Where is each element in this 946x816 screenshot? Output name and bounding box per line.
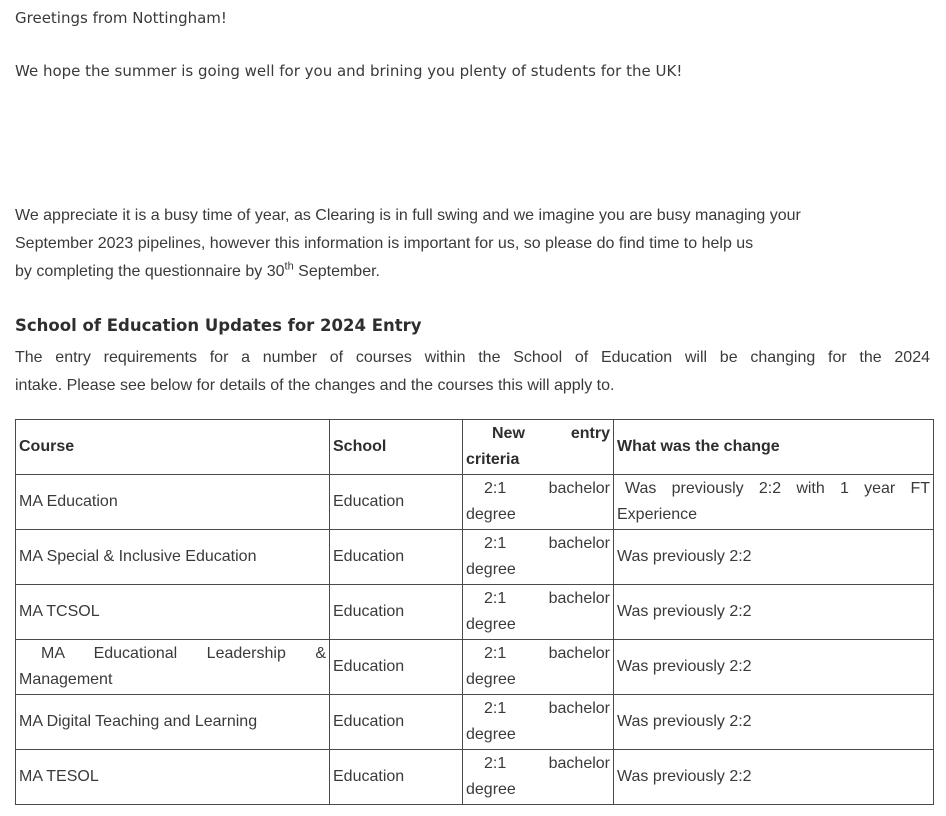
table-row [16, 475, 934, 530]
busy-paragraph [15, 202, 930, 286]
course-name: MA Special & Inclusive Education [19, 548, 257, 565]
criteria-line-2: degree [466, 616, 516, 633]
change-line-1: Was previously 2:2 [617, 768, 752, 785]
school-name: Education [333, 768, 405, 785]
column-header-change-label: What was the change [617, 438, 780, 455]
greeting-text: Greetings from Nottingham! [15, 9, 227, 27]
school-name: Education [333, 658, 405, 675]
change-line-1: Was previously 2:2 [617, 658, 752, 675]
criteria-line-1: 2:1 bachelor [484, 700, 610, 717]
column-header-course [16, 420, 330, 475]
course-name-line-1: MA Educational Leadership & [41, 645, 326, 662]
change-cell [614, 750, 934, 805]
criteria-cell [463, 640, 614, 695]
school-cell [330, 530, 463, 585]
column-header-school-label: School [333, 438, 387, 455]
column-header-change [614, 420, 934, 475]
course-cell [16, 475, 330, 530]
section-body [15, 344, 930, 400]
change-line-1: Was previously 2:2 with 1 year FT [625, 480, 930, 497]
criteria-line-1: 2:1 bachelor [484, 480, 610, 497]
column-header-criteria-line-1: New entry [492, 425, 610, 442]
summer-line: We hope the summer is going well for you and brining you plenty of students for the UK! [15, 62, 683, 80]
column-header-criteria-line-2: criteria [466, 451, 520, 468]
busy-paragraph-line-2: September 2023 pipelines, however this information is important for us, so please do find time to help us [15, 235, 754, 252]
deadline-text: by completing the questionnaire by 30 [15, 263, 285, 280]
criteria-line-2: degree [466, 506, 516, 523]
change-line-1: Was previously 2:2 [617, 713, 752, 730]
criteria-line-1: 2:1 bachelor [484, 755, 610, 772]
course-changes-table [15, 419, 934, 805]
deadline-line [15, 258, 930, 286]
deadline-month: September. [293, 263, 380, 280]
course-cell [16, 695, 330, 750]
school-name: Education [333, 548, 405, 565]
blank-space [15, 80, 930, 202]
section-body-line-2: intake. Please see below for details of the changes and the courses this will apply to. [15, 377, 615, 394]
criteria-cell [463, 750, 614, 805]
criteria-line-1: 2:1 bachelor [484, 590, 610, 607]
change-cell [614, 475, 934, 530]
course-name-line-2: Management [19, 671, 113, 688]
school-name: Education [333, 713, 405, 730]
criteria-line-2: degree [466, 561, 516, 578]
change-cell [614, 585, 934, 640]
criteria-line-1: 2:1 bachelor [484, 645, 610, 662]
course-name: MA TESOL [19, 768, 99, 785]
school-cell [330, 475, 463, 530]
column-header-criteria [463, 420, 614, 475]
table-header-row [16, 420, 934, 475]
table-row [16, 585, 934, 640]
course-cell [16, 585, 330, 640]
criteria-cell [463, 530, 614, 585]
criteria-line-1: 2:1 bachelor [484, 535, 610, 552]
school-cell [330, 640, 463, 695]
school-cell [330, 695, 463, 750]
change-cell [614, 695, 934, 750]
course-cell [16, 640, 330, 695]
table-row [16, 750, 934, 805]
table-row [16, 530, 934, 585]
course-cell [16, 530, 330, 585]
course-name: MA Digital Teaching and Learning [19, 713, 258, 730]
course-name: MA TCSOL [19, 603, 100, 620]
criteria-cell [463, 695, 614, 750]
criteria-cell [463, 585, 614, 640]
change-cell [614, 530, 934, 585]
criteria-line-2: degree [466, 726, 516, 743]
criteria-line-2: degree [466, 781, 516, 798]
change-line-1: Was previously 2:2 [617, 603, 752, 620]
ordinal-superscript: th [284, 260, 294, 273]
table-row [16, 695, 934, 750]
busy-paragraph-line-1: We appreciate it is a busy time of year, as Clearing is in full swing and we imagine you are busy managing your [15, 207, 801, 224]
course-name: MA Education [19, 493, 118, 510]
school-cell [330, 585, 463, 640]
change-line-2: Experience [617, 506, 698, 523]
school-name: Education [333, 493, 405, 510]
criteria-cell [463, 475, 614, 530]
section-heading: School of Education Updates for 2024 Entry [15, 316, 422, 335]
column-header-school [330, 420, 463, 475]
criteria-line-2: degree [466, 671, 516, 688]
course-cell [16, 750, 330, 805]
column-header-course-label: Course [19, 438, 75, 455]
school-name: Education [333, 603, 405, 620]
school-cell [330, 750, 463, 805]
change-line-1: Was previously 2:2 [617, 548, 752, 565]
change-cell [614, 640, 934, 695]
table-row [16, 640, 934, 695]
section-body-line-1: The entry requirements for a number of courses within the School of Education will be changing for the 2024 [15, 349, 930, 366]
